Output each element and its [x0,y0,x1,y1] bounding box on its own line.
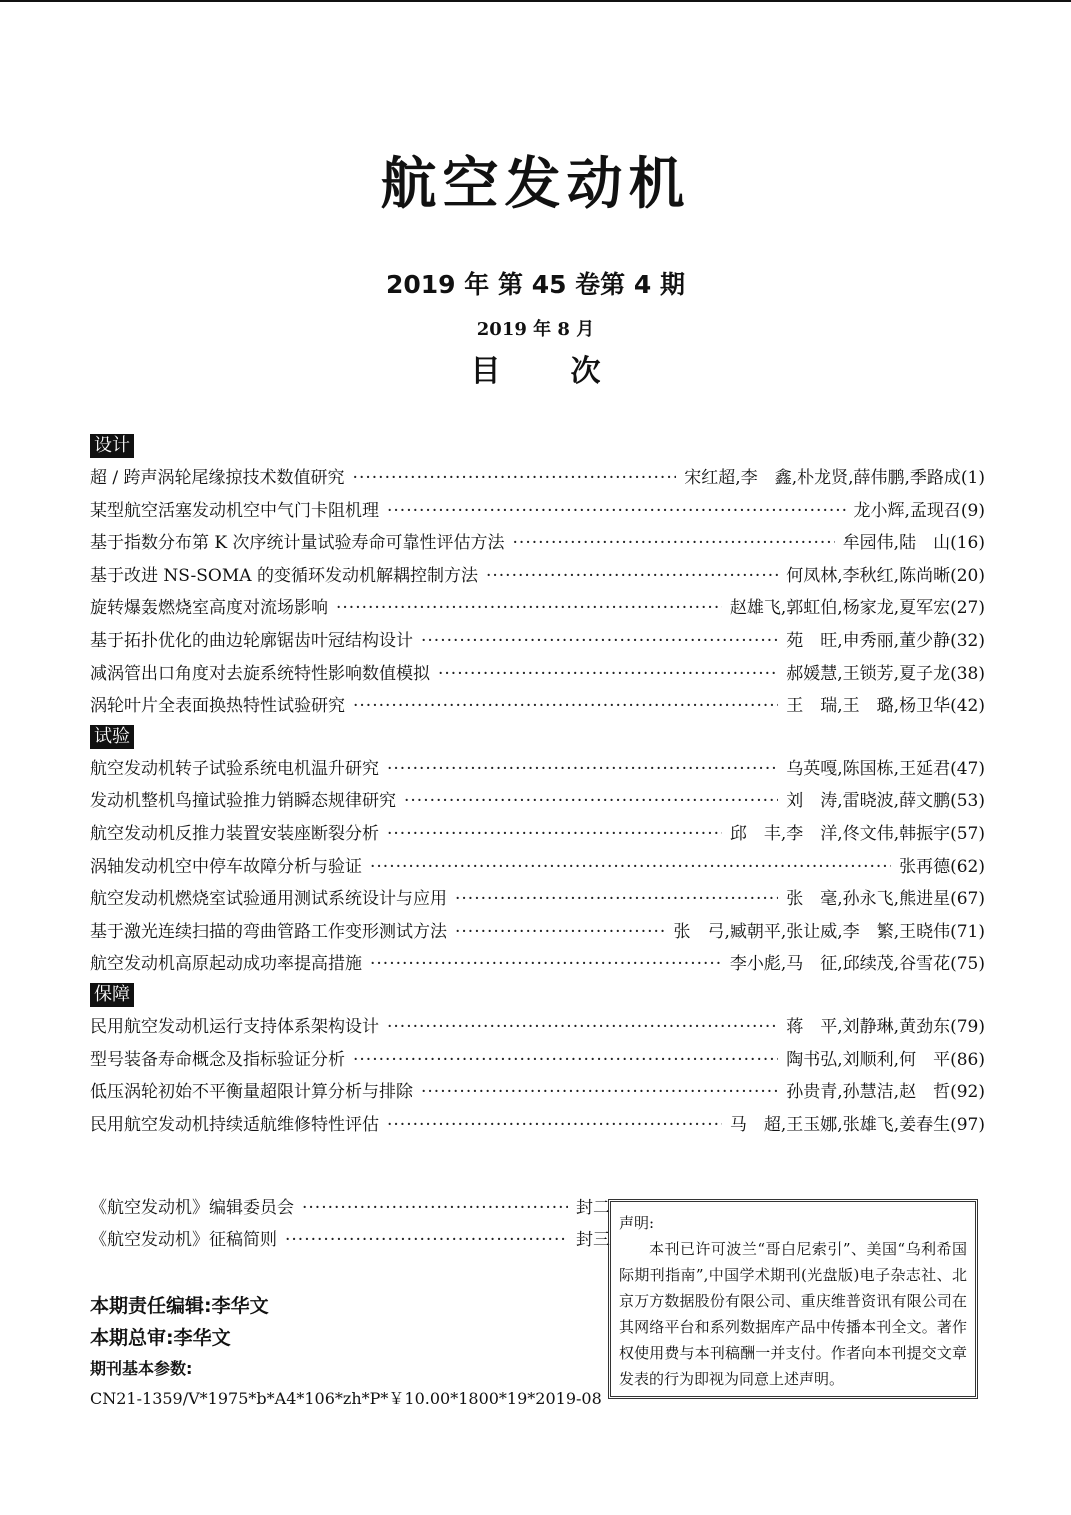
misc-entry[interactable] [90,1224,610,1256]
misc-location: 封三 [576,1230,610,1250]
leader-dots [486,560,778,592]
article-title: 超 / 跨声涡轮尾缘掠技术数值研究 [90,468,345,488]
article-title: 航空发动机转子试验系统电机温升研究 [90,758,379,779]
leader-dots [336,592,722,624]
toc-entry[interactable] [90,1076,985,1109]
toc-entry[interactable] [90,851,985,884]
misc-title: 《航空发动机》编辑委员会 [90,1198,294,1218]
article-authors: 龙小辉,孟现召(9) [853,500,985,521]
article-title: 发动机整机鸟撞试验推力销瞬态规律研究 [90,791,396,812]
article-authors: 张再德(62) [899,856,985,877]
article-authors: 马 超,王玉娜,张雄飞,姜春生(97) [729,1114,985,1135]
article-title: 基于改进 NS-SOMA 的变循环发动机解耦控制方法 [90,565,478,586]
notice-label: 声明: [619,1214,655,1232]
toc-entry[interactable] [90,916,985,949]
issue-line: 2019 年 第 45 卷第 4 期 [386,270,685,299]
article-authors: 孙贵青,孙慧洁,赵 哲(92) [786,1082,985,1103]
credits [90,1290,610,1414]
toc-entry[interactable] [90,818,985,851]
journal-params: CN21-1359/V*1975*b*A4*106*zh*P*￥10.00*1800*19*2019-08 [90,1389,602,1408]
article-authors: 牟园伟,陆 山(16) [842,533,985,554]
toc-entry[interactable] [90,785,985,818]
top-rule [0,0,1071,2]
leader-dots [353,1044,778,1076]
leader-dots [387,1011,778,1043]
notice-body: 本刊已许可波兰“哥白尼索引”、美国“乌利希国际期刊指南”,中国学术期刊(光盘版)电子杂志社、北京万方数据股份有限公司、重庆维普资讯有限公司在其网络平台和系列数据库产品中传播本刊全文。著作权使用费与本刊稿酬一并支付。作者向本刊提交文章发表的行为即视为同意上述声明。 [619,1240,967,1388]
toc-entry[interactable] [90,690,985,723]
article-authors: 蒋 平,刘静琳,黄劲东(79) [786,1016,985,1037]
misc-entry[interactable] [90,1192,610,1224]
leader-dots [353,462,677,494]
leader-dots [455,916,665,948]
article-authors: 刘 涛,雷晓波,薛文鹏(53) [786,791,985,812]
toc-entry[interactable] [90,560,985,593]
article-authors: 赵雄飞,郭虹伯,杨家龙,夏军宏(27) [729,598,985,619]
journal-title: 航空发动机 [380,152,691,217]
section-tag: 保障 [90,983,134,1007]
toc-entry[interactable] [90,948,985,981]
responsible-editor: 本期责任编辑:李华文 [90,1295,269,1317]
leader-dots [370,948,722,980]
leader-dots [438,658,778,690]
toc-entry[interactable] [90,527,985,560]
leader-dots [404,785,778,817]
toc-entry[interactable] [90,883,985,916]
article-title: 航空发动机燃烧室试验通用测试系统设计与应用 [90,889,447,910]
article-authors: 郝媛慧,王锁芳,夏子龙(38) [786,663,985,684]
article-authors: 陶书弘,刘顺利,何 平(86) [786,1049,985,1070]
section-tag: 设计 [90,434,134,458]
leader-dots [353,690,778,722]
misc-location: 封二 [576,1198,610,1218]
toc-entry[interactable] [90,658,985,691]
toc-entry[interactable] [90,495,985,528]
copyright-notice [608,1199,978,1399]
article-authors: 乌英嘎,陈国栋,王延君(47) [786,758,985,779]
article-authors: 宋红超,李 鑫,朴龙贤,薛伟鹏,季路成(1) [684,468,985,488]
leader-dots [387,495,846,527]
leader-dots [285,1224,568,1256]
toc-entry[interactable] [90,1011,985,1044]
leader-dots [455,883,778,915]
article-title: 民用航空发动机运行支持体系架构设计 [90,1016,379,1037]
leader-dots [370,851,891,883]
article-authors: 张 弓,臧朝平,张让威,李 繁,王晓伟(71) [673,921,985,942]
leader-dots [387,753,778,785]
leader-dots [302,1192,568,1224]
article-authors: 王 瑞,王 璐,杨卫华(42) [786,696,985,717]
article-title: 旋转爆轰燃烧室高度对流场影响 [90,598,328,619]
leader-dots [513,527,835,559]
article-title: 基于指数分布第 K 次序统计量试验寿命可靠性评估方法 [90,533,505,554]
article-title: 航空发动机高原起动成功率提高措施 [90,954,362,975]
article-title: 低压涡轮初始不平衡量超限计算分析与排除 [90,1082,413,1103]
toc-entry[interactable] [90,592,985,625]
leader-dots [421,625,778,657]
chief-reviewer: 本期总审:李华文 [90,1327,231,1349]
article-title: 某型航空活塞发动机空中气门卡阻机理 [90,500,379,521]
article-title: 航空发动机反推力装置安装座断裂分析 [90,823,379,844]
issue-date: 2019 年 8 月 [476,319,595,340]
toc-entry[interactable] [90,1109,985,1142]
article-authors: 张 毫,孙永飞,熊进星(67) [786,889,985,910]
contents-heading: 目次 [470,354,671,389]
params-label: 期刊基本参数: [90,1359,193,1378]
article-authors: 李小彪,马 征,邱续茂,谷雪花(75) [729,954,985,975]
article-authors: 苑 旺,申秀丽,董少静(32) [786,630,985,651]
leader-dots [387,1109,722,1141]
misc-title: 《航空发动机》征稿简则 [90,1230,277,1250]
article-title: 涡轮叶片全表面换热特性试验研究 [90,696,345,717]
toc-entry[interactable] [90,753,985,786]
article-title: 基于拓扑优化的曲边轮廓锯齿叶冠结构设计 [90,630,413,651]
article-title: 基于激光连续扫描的弯曲管路工作变形测试方法 [90,921,447,942]
article-title: 型号装备寿命概念及指标验证分析 [90,1049,345,1070]
leader-dots [387,818,722,850]
section-tag: 试验 [90,725,134,749]
article-authors: 何凤林,李秋红,陈尚晰(20) [786,565,985,586]
toc-entry[interactable] [90,625,985,658]
article-title: 民用航空发动机持续适航维修特性评估 [90,1114,379,1135]
article-title: 减涡管出口角度对去旋系统特性影响数值模拟 [90,663,430,684]
article-title: 涡轴发动机空中停车故障分析与验证 [90,856,362,877]
toc-entry[interactable] [90,462,985,495]
article-authors: 邱 丰,李 洋,佟文伟,韩振宇(57) [729,823,985,844]
table-of-contents [90,432,985,1141]
toc-entry[interactable] [90,1044,985,1077]
misc-entries [90,1192,610,1256]
leader-dots [421,1076,778,1108]
